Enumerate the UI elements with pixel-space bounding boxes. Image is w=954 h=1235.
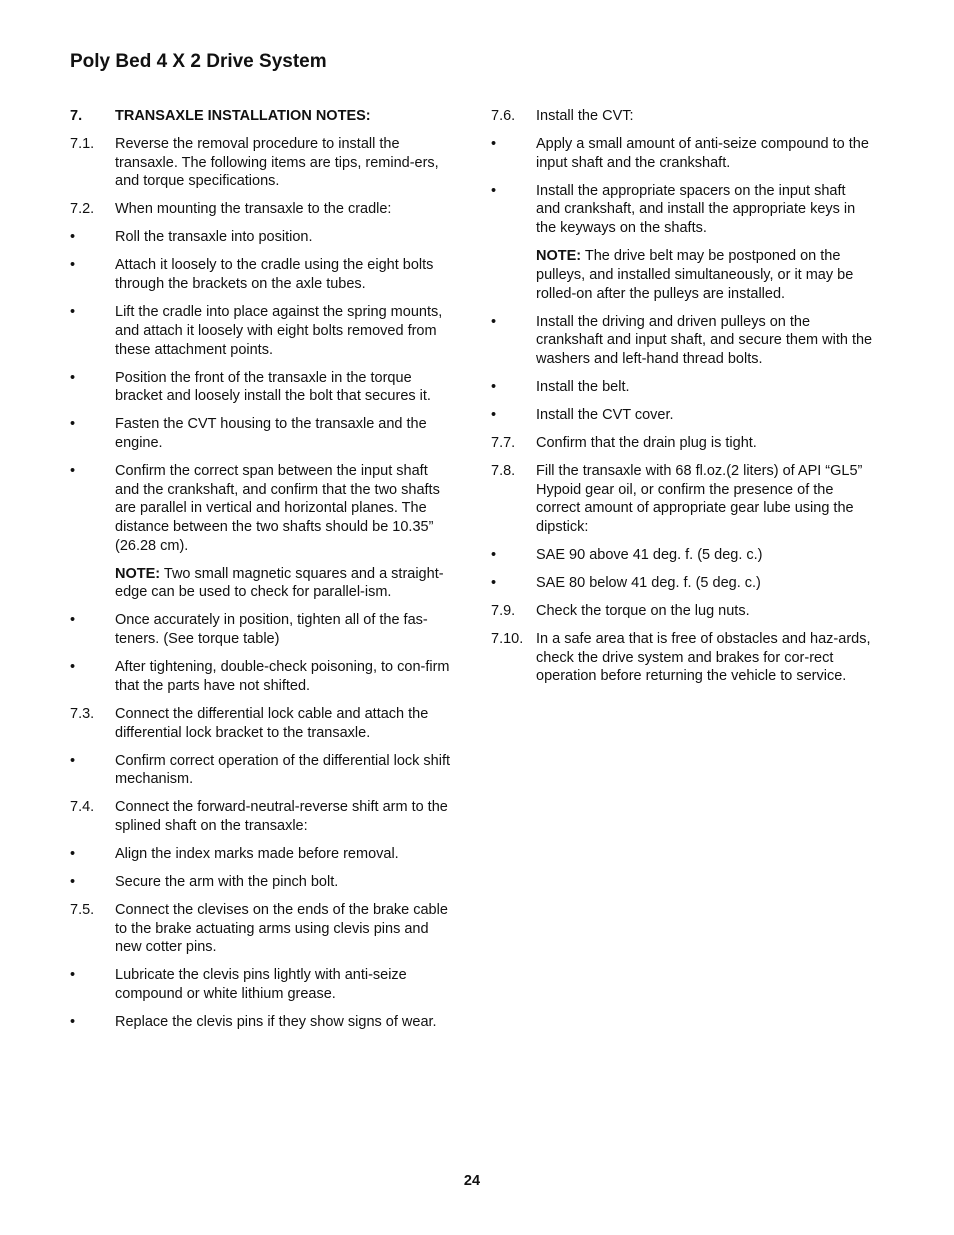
numbered-step [70, 135, 452, 191]
step-text: Install the CVT cover. [536, 406, 674, 423]
step-text: Install the appropriate spacers on the input shaft and crankshaft, and install the appropriate keys in the keyways on the shafts. [536, 182, 856, 237]
bullet-marker: • [491, 547, 497, 564]
step-text: Align the index marks made before removal. [115, 845, 399, 862]
step-text: Once accurately in position, tighten all of the fas-teners. (See torque table) [115, 612, 428, 648]
left-column [70, 107, 452, 1041]
bullet-marker: • [70, 462, 76, 479]
step-text: Reverse the removal procedure to install the transaxle. The following items are tips, remind-ers, and torque specifications. [115, 136, 439, 190]
step-text: Attach it loosely to the cradle using the eight bolts through the brackets on the axle tubes. [115, 257, 434, 293]
bullet-item [70, 303, 452, 359]
right-column [491, 107, 873, 695]
bullet-marker: • [70, 1014, 76, 1031]
bullet-item [70, 611, 452, 648]
step-text: Check the torque on the lug nuts. [536, 603, 750, 620]
step-number: 7.9. [491, 603, 516, 620]
step-text: Connect the clevises on the ends of the brake cable to the brake actuating arms using clevis pins and new cotter pins. [115, 901, 448, 956]
step-text: Position the front of the transaxle in the torque bracket and loosely install the bolt that secures it. [115, 369, 431, 405]
bullet-item [70, 966, 452, 1003]
bullet-marker: • [70, 304, 76, 321]
step-text: After tightening, double-check poisoning, to con-firm that the parts have not shifted. [115, 659, 450, 694]
step-number [491, 247, 536, 303]
bullet-item [70, 845, 452, 864]
step-text: Secure the arm with the pinch bolt. [115, 873, 339, 890]
note-text: Two small magnetic squares and a straight-edge can be used to check for parallel-ism. [115, 565, 444, 601]
note-paragraph [70, 565, 452, 602]
bullet-marker: • [70, 369, 76, 386]
numbered-step [491, 462, 873, 537]
numbered-step [70, 200, 452, 219]
bullet-marker: • [70, 612, 76, 629]
page-number: 24 [463, 1173, 481, 1189]
step-text: Connect the forward-neutral-reverse shift arm to the splined shaft on the transaxle: [115, 799, 448, 834]
step-text: Confirm that the drain plug is tight. [536, 434, 757, 451]
bullet-marker: • [70, 873, 76, 890]
step-text: Lubricate the clevis pins lightly with anti-seize compound or white lithium grease. [115, 967, 407, 1003]
bullet-marker: • [491, 378, 497, 395]
step-text: Install the CVT: [536, 108, 634, 124]
step-text: Roll the transaxle into position. [115, 229, 313, 246]
bullet-item [491, 546, 873, 565]
step-number: 7.8. [491, 462, 516, 479]
bullet-item [491, 378, 873, 397]
bullet-item [70, 1013, 452, 1032]
step-text: SAE 80 below 41 deg. f. (5 deg. c.) [536, 575, 761, 592]
step-number: 7.6. [491, 108, 516, 124]
section-heading [70, 107, 452, 126]
bullet-item [491, 574, 873, 593]
step-number: 7.3. [70, 705, 95, 722]
bullet-marker: • [491, 182, 497, 199]
bullet-marker: • [70, 229, 76, 246]
step-text: Fill the transaxle with 68 fl.oz.(2 liters) of API “GL5” Hypoid gear oil, or confirm the presence of the correct amount of appropriate gear lube using the dipstick: [536, 462, 863, 536]
note-label: NOTE: [536, 248, 582, 265]
bullet-item [70, 256, 452, 293]
step-text: Install the driving and driven pulleys on the crankshaft and input shaft, and secure them with the washers and left-hand thread bolts. [536, 313, 873, 367]
bullet-marker: • [70, 659, 76, 676]
section-heading-text: TRANSAXLE INSTALLATION NOTES: [115, 108, 371, 124]
numbered-step [70, 798, 452, 835]
numbered-step [491, 630, 873, 686]
step-number: 7.10. [491, 631, 524, 648]
step-text: Confirm correct operation of the differential lock shift mechanism. [115, 752, 451, 788]
note-text-block [115, 565, 452, 602]
bullet-item [70, 228, 452, 247]
note-paragraph [491, 247, 873, 303]
step-text: Lift the cradle into place against the spring mounts, and attach it loosely with eight bolts removed from these attachment points. [115, 304, 443, 358]
page-title: Poly Bed 4 X 2 Drive System [70, 51, 327, 72]
step-text: Install the belt. [536, 378, 630, 395]
step-number: 7.2. [70, 201, 95, 218]
step-number: 7.1. [70, 136, 95, 152]
bullet-marker: • [70, 416, 76, 433]
step-text: When mounting the transaxle to the cradle: [115, 201, 392, 218]
note-text: The drive belt may be postponed on the pulleys, and installed simultaneously, or it may be rolled-on after the pulleys are installed. [536, 248, 854, 302]
bullet-marker: • [491, 313, 497, 330]
step-text: Replace the clevis pins if they show signs of wear. [115, 1014, 437, 1031]
bullet-item [70, 415, 452, 452]
bullet-marker: • [491, 406, 497, 423]
bullet-marker: • [70, 752, 76, 769]
step-number: 7.7. [491, 434, 516, 451]
bullet-item [70, 873, 452, 892]
step-text: In a safe area that is free of obstacles and haz-ards, check the drive system and brakes for cor-rect operation before returning the vehicle to service. [536, 631, 871, 685]
bullet-item [491, 313, 873, 369]
bullet-marker: • [491, 575, 497, 592]
step-number: 7.4. [70, 799, 95, 816]
step-text: Fasten the CVT housing to the transaxle and the engine. [115, 416, 427, 451]
bullet-item [70, 752, 452, 789]
numbered-step [70, 901, 452, 957]
bullet-item [491, 406, 873, 425]
bullet-marker: • [70, 967, 76, 984]
numbered-step [491, 602, 873, 621]
bullet-item [70, 369, 452, 406]
bullet-marker: • [491, 136, 497, 152]
bullet-item [491, 182, 873, 238]
step-text: Confirm the correct span between the input shaft and the crankshaft, and confirm that the two shafts are parallel in vertical and horizontal planes. The distance between the two shafts should be 10.35” (26.28 cm). [115, 462, 440, 554]
numbered-step [491, 107, 873, 126]
bullet-item [491, 135, 873, 172]
bullet-item [70, 658, 452, 695]
bullet-marker: • [70, 845, 76, 862]
bullet-marker: • [70, 257, 76, 274]
note-text-block [536, 247, 873, 303]
step-number: 7. [70, 108, 83, 124]
step-number [70, 565, 115, 602]
step-text: Connect the differential lock cable and attach the differential lock bracket to the transaxle. [115, 705, 429, 741]
note-label: NOTE: [115, 565, 161, 582]
numbered-step [491, 434, 873, 453]
step-number: 7.5. [70, 901, 95, 918]
step-text: SAE 90 above 41 deg. f. (5 deg. c.) [536, 547, 763, 564]
numbered-step [70, 705, 452, 742]
bullet-item [70, 462, 452, 556]
step-text: Apply a small amount of anti-seize compound to the input shaft and the crankshaft. [536, 136, 869, 171]
